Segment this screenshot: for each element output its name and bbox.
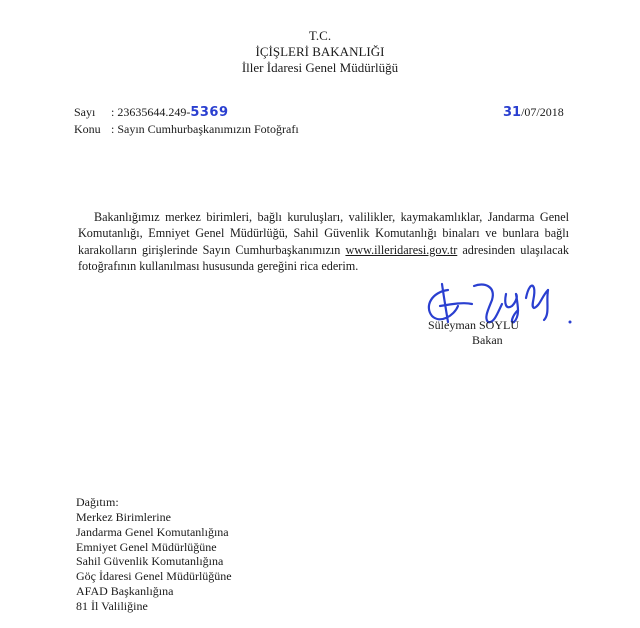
- letterhead-department: İller İdaresi Genel Müdürlüğü: [241, 60, 399, 75]
- konu-value: : Sayın Cumhurbaşkanımızın Fotoğrafı: [111, 122, 299, 136]
- sayi-row: [111, 105, 229, 120]
- body-text-before-link: Bakanlığımız merkez birimleri, bağlı kuruluşları, valilikler, kaymakamlıklar, Jandarma Genel Komutanlığı, Emniyet Genel Müdürlüğü, Sahil Güvenlik Komutanlığı binaları ve bunlara bağlı karakolların girişlerinde Sayın Cumhurbaşkanımızın: [78, 210, 569, 257]
- distribution-item: 81 İl Valiliğine: [76, 598, 148, 613]
- distribution-item: Jandarma Genel Komutanlığına: [76, 524, 229, 539]
- date-rest: /07/2018: [521, 105, 564, 119]
- konu-label: Konu: [74, 122, 101, 136]
- distribution-item: Merkez Birimlerine: [76, 510, 171, 524]
- website-link[interactable]: www.illeridaresi.gov.tr: [345, 242, 458, 257]
- signatory-name: Süleyman SOYLU: [428, 318, 519, 332]
- distribution-item: AFAD Başkanlığına: [76, 583, 174, 598]
- distribution-item: Emniyet Genel Müdürlüğüne: [76, 539, 217, 554]
- sayi-value: : 23635644.249-: [111, 105, 191, 119]
- signatory-title: Bakan: [472, 333, 503, 347]
- letterhead-country: T.C.: [308, 28, 332, 43]
- distribution-item: Göç İdaresi Genel Müdürlüğüne: [76, 569, 232, 584]
- body-paragraph: [78, 209, 569, 275]
- distribution-item: Sahil Güvenlik Komutanlığına: [76, 554, 224, 569]
- sayi-label: Sayı: [74, 105, 96, 119]
- sayi-handwritten-number: 5369: [190, 105, 229, 120]
- date-handwritten-day: 31: [503, 105, 522, 120]
- distribution-label: Dağıtım:: [76, 495, 119, 509]
- document-date: [503, 105, 564, 120]
- letterhead-ministry: İÇİŞLERİ BAKANLIĞI: [255, 44, 385, 59]
- distribution-list: [76, 510, 232, 614]
- body-text-after-link: adresinden ulaşılacak fotoğrafının kullanılması hususunda gereğini rica ederim.: [78, 242, 569, 274]
